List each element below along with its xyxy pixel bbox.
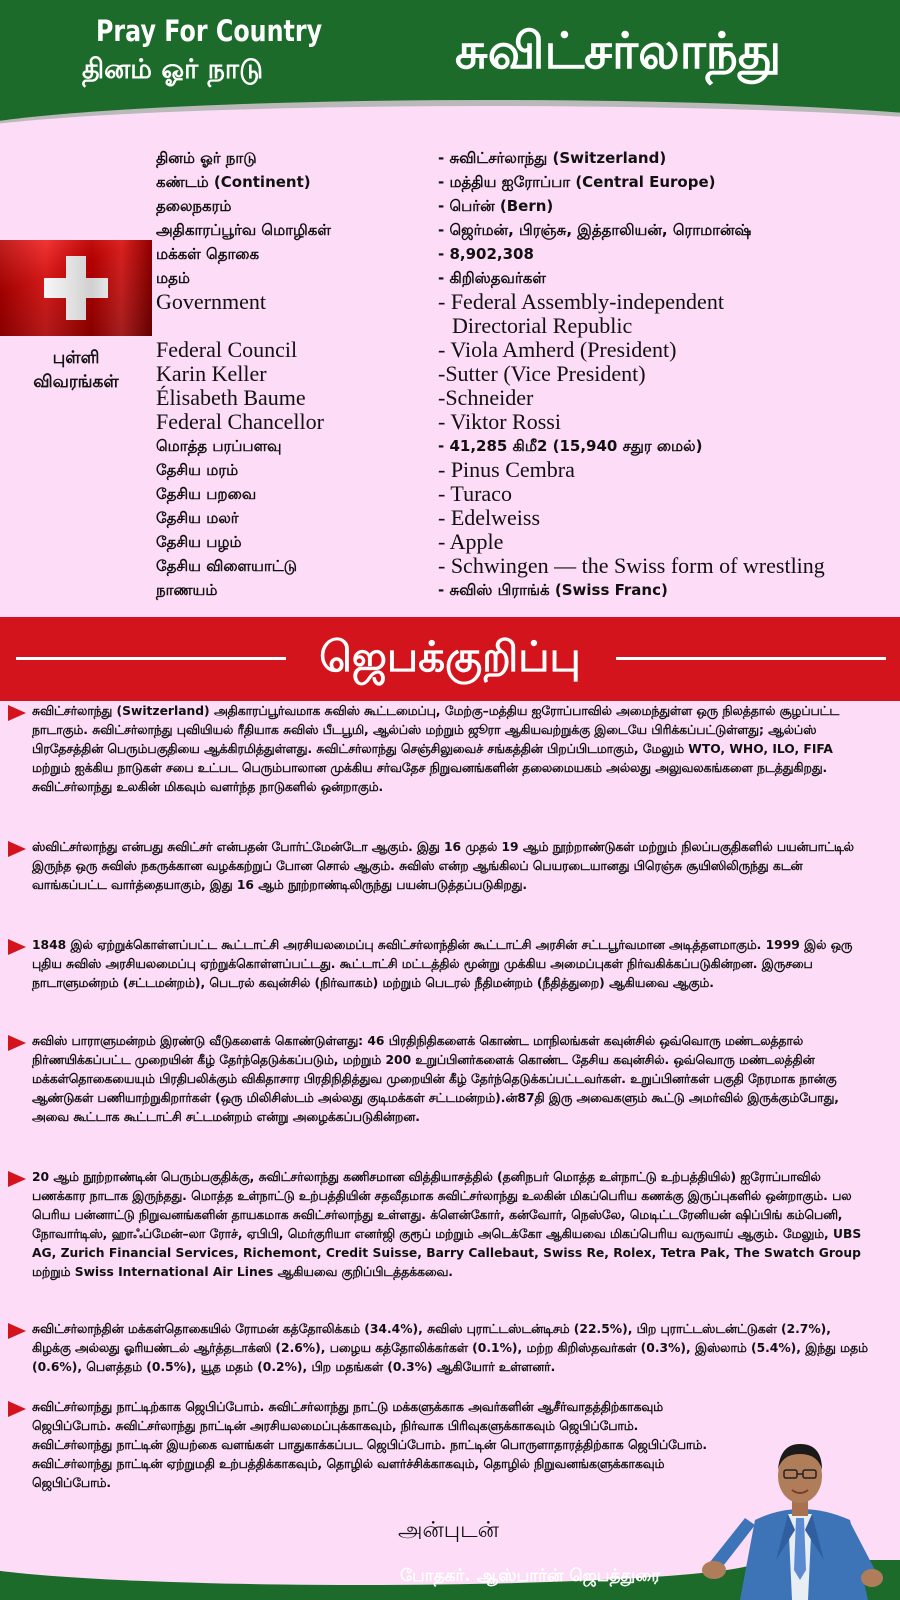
fact-row [156, 578, 896, 602]
fact-label: மக்கள் தொகை [156, 245, 260, 263]
fact-row [156, 458, 896, 482]
prayer-paragraph [8, 1032, 868, 1127]
arrow-bullet-icon [8, 1035, 26, 1051]
arrow-bullet-icon [8, 1171, 26, 1187]
fact-label: Federal Council [156, 337, 298, 362]
paragraph-text: சுவிஸ் பாராளுமன்றம் இரண்டு வீடுகளைக் கொண்டுள்ளது: 46 பிரதிநிதிகளைக் கொண்ட மாநிலங்கள் கவுன்சில் ஒவ்வொரு மண்டலத்தால் நிர்ணயிக்கப்பட்ட முறையின் கீழ் தேர்ந்தெடுக்கப்படும், மற்றும் 200 உறுப்பினர்களைக் கொண்ட தேசிய கவுன்சில். ஒவ்வொரு மண்டலத்தின் மக்கள்தொகையையும் பிரதிபலிக்கும் விகிதாசார பிரதிநிதித்துவ முறையின் கீழ் தேர்ந்தெடுக்கப்பட்டவர்கள். உறுப்பினர்கள் பகுதி நேரமாக நான்கு ஆண்டுகள் பணியாற்றுகிறார்கள் (ஒரு மிலிசிஸ்டம் அல்லது குடிமக்கள் சட்டமன்றம்).ன்87தி இரு அவைகளும் கூட்டு அமர்வில் இருக்கும்போது, அவை கூட்டாக கூட்டாட்சி சட்டமன்றம் என்று அழைக்கப்படுகின்றன. [32, 1034, 839, 1124]
paragraph-text: சுவிட்சர்லாந்து நாட்டிற்காக ஜெபிப்போம். சுவிட்சர்லாந்து நாட்டு மக்களுக்காக அவர்களின் ஆசீர்வாதத்திற்காகவும் ஜெபிப்போம். சுவிட்சர்லாந்து நாட்டின் அரசியலமைப்புக்காகவும், நிர்வாக பிரிவுகளுக்காகவும் ஜெபிப்போம். சுவிட்சர்லாந்து நாட்டின் இயற்கை வளங்கள் பாதுகாக்கப்பட ஜெபிப்போம். நாட்டின் பொருளாதாரத்திற்காக ஜெபிப்போம். சுவிட்சர்லாந்து நாட்டின் ஏற்றுமதி உற்பத்திக்காகவும், தொழில் வளர்ச்சிக்காகவும், தொழில் நிறுவனங்களுக்காகவும் ஜெபிப்போம். [32, 1400, 708, 1490]
country-name-title: சுவிட்சர்லாந்து [455, 22, 782, 80]
fact-row [156, 314, 896, 338]
fact-value: -Sutter (Vice President) [438, 361, 646, 386]
prayer-paragraph [8, 1398, 708, 1493]
paragraph-text: 1848 இல் ஏற்றுக்கொள்ளப்பட்ட கூட்டாட்சி அரசியலமைப்பு சுவிட்சர்லாந்தின் கூட்டாட்சி அரசின் சட்டபூர்வமான அடித்தளமாகும். 1999 இல் ஒரு புதிய சுவிஸ் அரசியலமைப்பு ஏற்றுக்கொள்ளப்பட்டது. கூட்டாட்சி மட்டத்தில் மூன்று முக்கிய அமைப்புகள் நிர்வகிக்கப்படுகின்றன. இருசபை நாடாளுமன்றம் (சட்டமன்றம்), பெடரல் கவுன்சில் (நிர்வாகம்) மற்றும் பெடரல் நீதிமன்றம் (நீதித்துறை) ஆகியவை ஆகும். [32, 938, 853, 990]
prayer-paragraph [8, 1320, 868, 1377]
prayer-paragraph [8, 702, 868, 797]
fact-row [156, 290, 896, 314]
fact-value: - Pinus Cembra [438, 457, 575, 482]
fact-label: மதம் [156, 269, 190, 287]
fact-row [156, 434, 896, 458]
fact-label: மொத்த பரப்பளவு [156, 437, 282, 455]
footer-greeting: அன்புடன் [398, 1518, 499, 1543]
fact-value: - Turaco [438, 481, 512, 506]
fact-label: நாணயம் [156, 581, 218, 599]
fact-row [156, 242, 896, 266]
paragraph-text: சுவிட்சர்லாந்து (Switzerland) அதிகாரப்பூர்வமாக சுவிஸ் கூட்டமைப்பு, மேற்கு–மத்திய ஐரோப்பாவில் அமைந்துள்ள ஒரு நிலத்தால் சூழப்பட்ட நாடாகும். சுவிட்சர்லாந்து புவியியல் ரீதியாக சுவிஸ் பீடபூமி, ஆல்ப்ஸ் மற்றும் ஜூரா ஆகியவற்றுக்கு இடையே பிரிக்கப்பட்டுள்ளது; ஆல்ப்ஸ் பிரதேசத்தின் பெரும்பகுதியை ஆக்கிரமித்துள்ளது. சுவிட்சர்லாந்து செஞ்சிலுவைச் சங்கத்தின் பிறப்பிடமாகும், மேலும் WTO, WHO, ILO, FIFA மற்றும் ஐக்கிய நாடுகள் சபை உட்பட பெரும்பாலான முக்கிய சர்வதேச நிறுவனங்களின் தலைமையகம் அல்லது அலுவலகங்களை நடத்துகிறது. சுவிட்சர்லாந்து உலகின் மிகவும் வளர்ந்த நாடுகளில் ஒன்றாகும். [32, 704, 840, 794]
fact-row [156, 218, 896, 242]
daily-country-subtitle: தினம் ஓர் நாடு [82, 54, 264, 85]
fact-value: - மத்திய ஐரோப்பா (Central Europe) [438, 173, 716, 191]
arrow-bullet-icon [8, 841, 26, 857]
prayer-banner [0, 617, 900, 701]
fact-label: தேசிய பழம் [156, 533, 242, 551]
fact-label: தலைநகரம் [156, 197, 232, 215]
fact-value: - கிறிஸ்தவர்கள் [438, 269, 546, 287]
fact-value: - Schwingen — the Swiss form of wrestling [438, 553, 825, 578]
fact-label: தேசிய மலர் [156, 509, 239, 527]
fact-row [156, 410, 896, 434]
fact-value: - Viktor Rossi [438, 409, 561, 434]
fact-label: Federal Chancellor [156, 409, 324, 434]
fact-value: - 8,902,308 [438, 245, 534, 263]
fact-label: கண்டம் (Continent) [156, 173, 311, 191]
prayer-paragraph [8, 838, 868, 895]
fact-value: - Federal Assembly-independent [438, 289, 724, 314]
fact-row [156, 554, 896, 578]
fact-row [156, 386, 896, 410]
fact-label: அதிகாரப்பூர்வ மொழிகள் [156, 221, 331, 239]
fact-value: Directorial Republic [452, 313, 633, 338]
fact-row [156, 506, 896, 530]
fact-row [156, 170, 896, 194]
fact-row [156, 338, 896, 362]
arrow-bullet-icon [8, 939, 26, 955]
banner-divider-left [16, 657, 286, 660]
fact-row [156, 530, 896, 554]
fact-value: - 41,285 கிமீ2 (15,940 சதுர மைல்) [438, 437, 703, 455]
fact-value: - ஜெர்மன், பிரஞ்சு, இத்தாலியன், ரொமான்ஷ் [438, 221, 752, 239]
pray-for-country-title: Pray For Country [96, 14, 323, 48]
fact-row [156, 362, 896, 386]
fact-label: Government [156, 289, 266, 314]
fact-label: Karin Keller [156, 361, 267, 386]
paragraph-text: சுவிட்சர்லாந்தின் மக்கள்தொகையில் ரோமன் கத்தோலிக்கம் (34.4%), சுவிஸ் புராட்டஸ்டன்டிசம் (22.5%), பிற புராட்டஸ்டன்ட்டுகள் (2.7%), கிழக்கு அல்லது ஓரியண்டல் ஆர்த்தடாக்ஸி (2.6%), பழைய கத்தோலிக்கர்கள் (0.1%), மற்ற கிறிஸ்தவர்கள் (0.3%), இஸ்லாம் (5.4%), இந்து மதம் (0.6%), பௌத்தம் (0.5%), யூத மதம் (0.2%), பிற மதங்கள் (0.3%) ஆகியோர் உள்ளனர். [32, 1322, 868, 1374]
fact-label: தினம் ஓர் நாடு [156, 149, 257, 167]
fact-value: - Viola Amherd (President) [438, 337, 677, 362]
prayer-paragraph [8, 1168, 868, 1282]
banner-divider-right [616, 657, 886, 660]
fact-label: தேசிய மரம் [156, 461, 239, 479]
arrow-bullet-icon [8, 1323, 26, 1339]
fact-row [156, 146, 896, 170]
arrow-bullet-icon [8, 1401, 26, 1417]
fact-value: - சுவிஸ் பிராங்க் (Swiss Franc) [438, 581, 668, 599]
fact-row [156, 482, 896, 506]
prayer-title: ஜெபக்குறிப்பு [319, 632, 581, 681]
swiss-flag-icon [0, 240, 152, 336]
author-name: போதகர். ஆஸ்பார்ன் ஜெபத்துரை [400, 1566, 661, 1586]
header [0, 0, 900, 140]
fact-value: - Edelweiss [438, 505, 541, 530]
fact-row [156, 194, 896, 218]
fact-label: Élisabeth Baume [156, 385, 306, 410]
paragraph-text: 20 ஆம் நூற்றாண்டின் பெரும்பகுதிக்கு, சுவிட்சர்லாந்து கணிசமான வித்தியாசத்தில் (தனிநபர் மொத்த உள்நாட்டு உற்பத்தியில்) ஐரோப்பாவில் பணக்கார நாடாக இருந்தது. மொத்த உள்நாட்டு உற்பத்தியின் சதவீதமாக சுவிட்சர்லாந்து உலகின் மிகப்பெரிய கணக்கு இருப்புகளில் ஒன்றாகும். பல பெரிய பன்னாட்டு நிறுவனங்களின் தாயகமாக சுவிட்சர்லாந்து உள்ளது. க்ளென்கோர், கன்வோர், நெஸ்லே, மெடிட்டரேனியன் ஷிப்பிங் கம்பெனி, நோவார்டிஸ், ஹாஃப்மேன்–லா ரோச், ஏபிபி, மெர்குரியா எனர்ஜி குரூப் மற்றும் அடெக்கோ ஆகியவை மிகப்பெரிய வருவாய் ஆகும். மேலும், UBS AG, Zurich Financial Services, Richemont, Credit Suisse, Barry Callebaut, Swiss Re, Rolex, Tetra Pak, The Swatch Group மற்றும் Swiss International Air Lines ஆகியவை குறிப்பிடத்தக்கவை. [32, 1170, 862, 1279]
facts-label: புள்ளி விவரங்கள் [33, 348, 119, 392]
prayer-paragraph [8, 936, 868, 993]
arrow-bullet-icon [8, 705, 26, 721]
fact-value: - சுவிட்சர்லாந்து (Switzerland) [438, 149, 667, 167]
fact-value: -Schneider [438, 385, 534, 410]
fact-value: - Apple [438, 529, 504, 554]
fact-label: தேசிய பறவை [156, 485, 257, 503]
fact-label: தேசிய விளையாட்டு [156, 557, 298, 575]
fact-row [156, 266, 896, 290]
fact-value: - பெர்ன் (Bern) [438, 197, 554, 215]
preacher-photo [700, 1410, 900, 1600]
paragraph-text: ஸ்விட்சர்லாந்து என்பது சுவிட்சர் என்பதன் போர்ட்மேன்டோ ஆகும். இது 16 முதல் 19 ஆம் நூற்றாண்டுகள் மற்றும் நிலப்பகுதிகளில் பயன்பாட்டில் இருந்த ஒரு சுவிஸ் நகருக்கான வழக்கற்றுப் போன சொல் ஆகும். சுவிஸ் என்ற ஆங்கிலப் பெயரடையானது பிரெஞ்சு சூயிஸிலிருந்து கடன் வாங்கப்பட்ட வார்த்தையாகும், இது 16 ஆம் நூற்றாண்டிலிருந்து பயன்படுத்தப்படுகிறது. [32, 840, 854, 892]
